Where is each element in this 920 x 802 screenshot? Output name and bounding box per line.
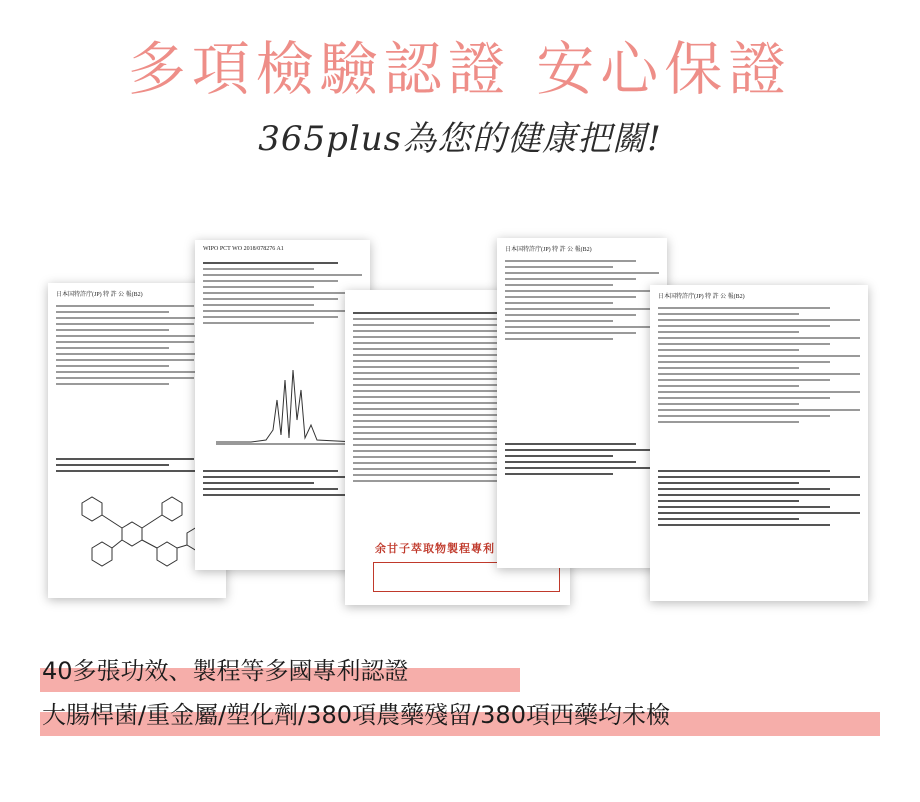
patent-document-jp-2 [497, 238, 667, 568]
doc-caption: 日本国特許庁(JP) 特 許 公 報(B2) [56, 292, 143, 298]
chemical-structure-diagram [62, 483, 212, 578]
patent-document-jp-3 [650, 285, 868, 601]
spectrum-graph [211, 350, 361, 450]
patent-claim-text: 40多張功效、製程等多國專利認證 [42, 657, 409, 685]
headline: 多項檢驗認證 安心保證 [127, 35, 793, 103]
doc-caption: 日本国特許庁(JP) 特 許 公 報(B2) [505, 247, 592, 253]
process-patent-stamp: 余甘子萃取物製程專利 [375, 542, 495, 555]
doc-caption: 日本国特許庁(JP) 特 許 公 報(B2) [658, 294, 745, 300]
doc-caption: WIPO PCT WO 2018/078276 A1 [203, 246, 284, 252]
subline: 365plus為您的健康把關! [258, 119, 662, 159]
testing-claim-text: 大腸桿菌/重金屬/塑化劑/380項農藥殘留/380項西藥均未檢 [42, 701, 670, 729]
patent-document-wipo [195, 240, 370, 570]
